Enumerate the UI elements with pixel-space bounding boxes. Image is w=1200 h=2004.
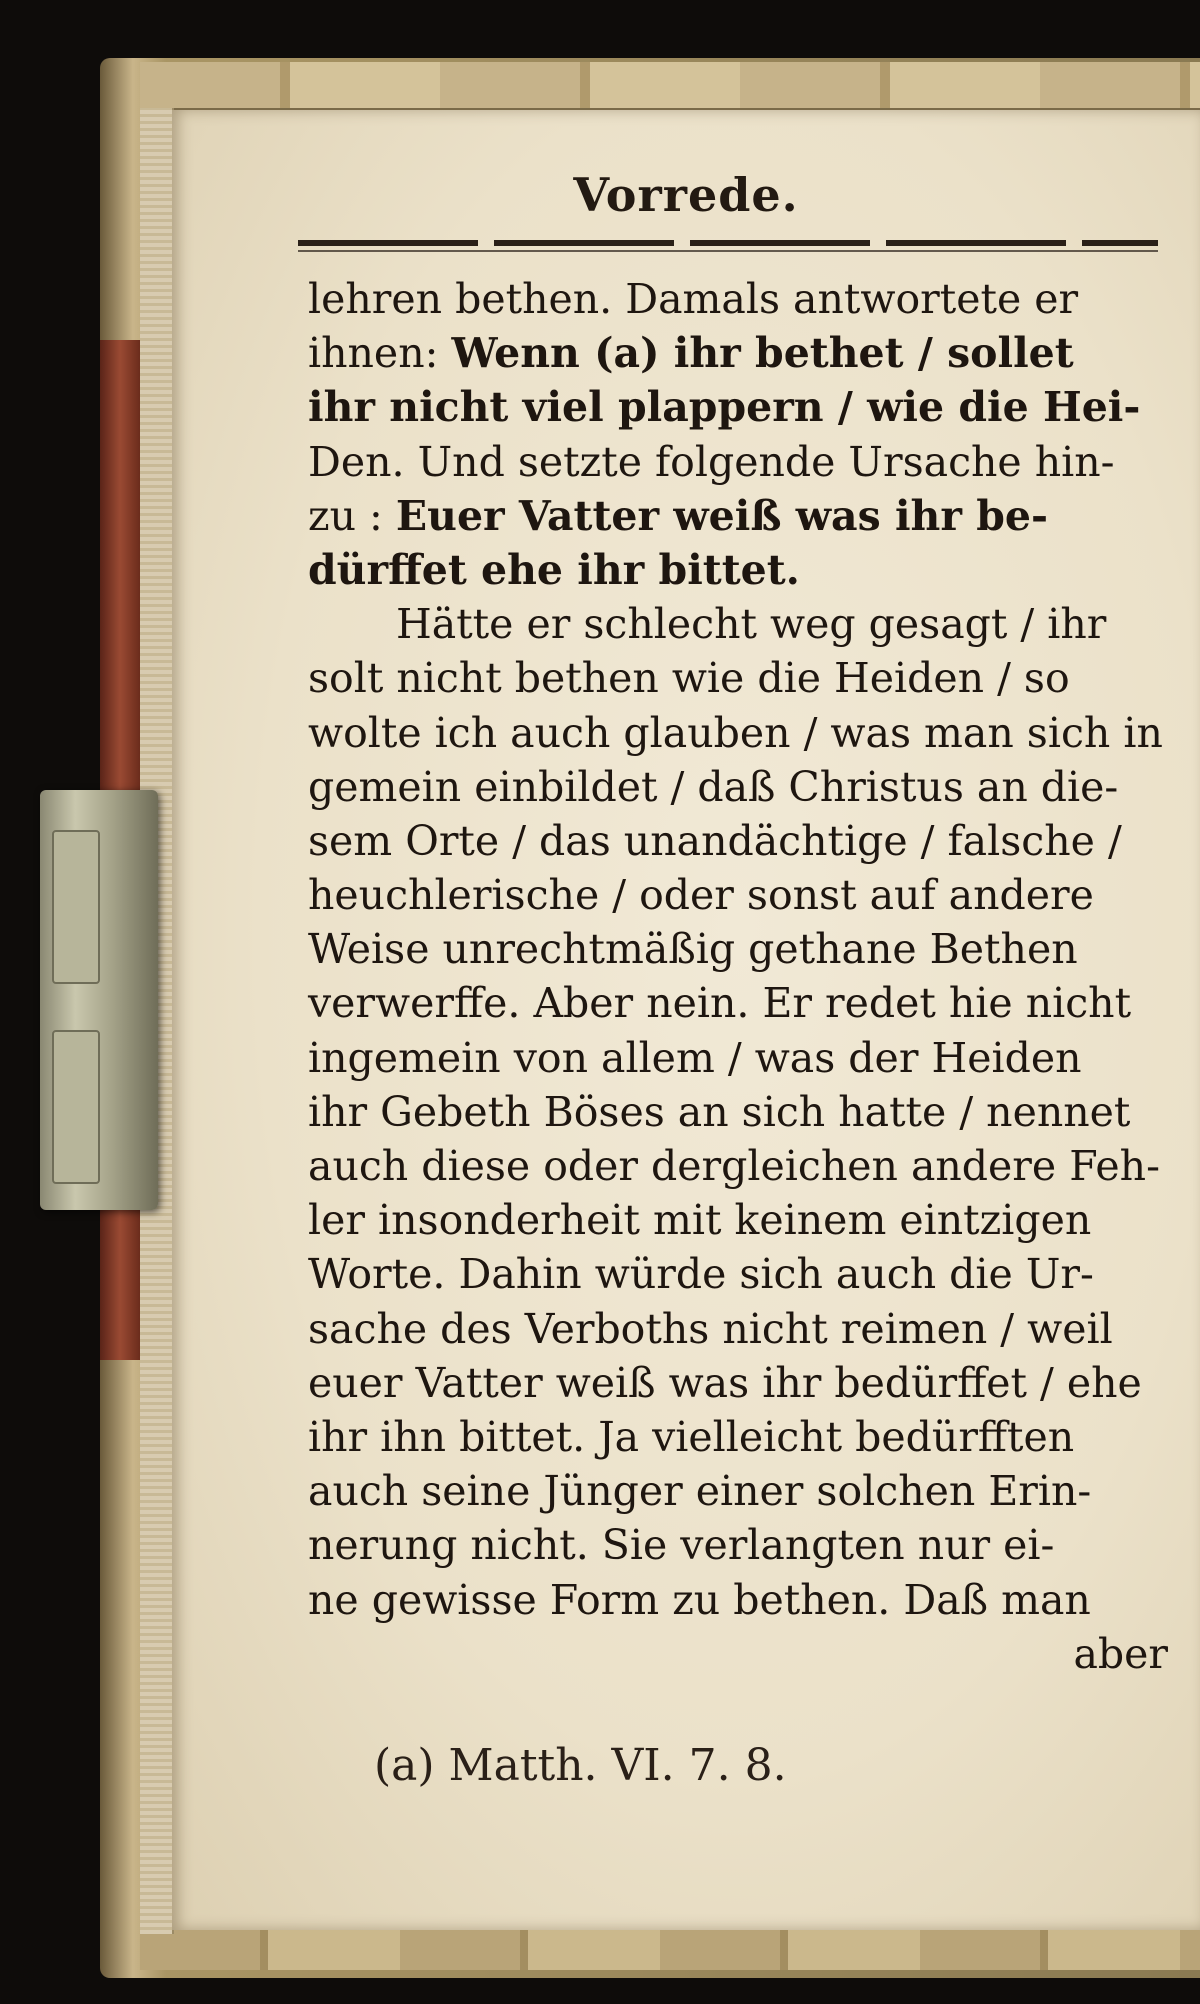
body-text: [308, 272, 1168, 1681]
running-header: Vorrede.: [573, 168, 799, 222]
text-line-emphasis: ihr nicht viel plappern / wie die Hei-: [308, 383, 1141, 432]
text-line-emphasis: dürffet ehe ihr bittet.: [308, 545, 800, 594]
clasp-hinge-lower: [52, 1030, 100, 1184]
text-line-plain: Hätte er schlecht weg gesagt / ihr: [396, 600, 1107, 649]
text-line: [308, 543, 1168, 597]
text-line-plain: nerung nicht. Sie verlangten nur ei-: [308, 1521, 1055, 1570]
text-line-plain: sem Orte / das unandächtige / falsche /: [308, 816, 1122, 865]
text-line: [308, 1356, 1168, 1410]
text-line: [308, 380, 1168, 434]
text-line: [308, 760, 1168, 814]
text-line: [308, 1464, 1168, 1518]
text-line-plain: lehren bethen. Damals antwortete er: [308, 275, 1079, 323]
metal-clasp: [40, 790, 158, 1210]
text-line-plain: ihr Gebeth Böses an sich hatte / nennet: [308, 1087, 1131, 1136]
text-line-plain: ihnen:: [308, 329, 452, 378]
text-line-plain: solt nicht bethen wie die Heiden / so: [308, 654, 1070, 703]
text-line-plain: verwerffe. Aber nein. Er redet hie nicht: [308, 979, 1132, 1028]
top-page-edges: [140, 62, 1200, 111]
text-line: [308, 868, 1168, 922]
text-line: [308, 435, 1168, 489]
text-line-plain: ingemein von allem / was der Heiden: [308, 1033, 1082, 1082]
header-rule: [298, 240, 1158, 246]
text-line-plain: auch diese oder dergleichen andere Feh-: [308, 1142, 1160, 1190]
text-line-plain: ler insonderheit mit keinem eintzigen: [308, 1196, 1092, 1245]
text-line: [308, 1573, 1168, 1627]
text-line-plain: heuchlerische / oder sonst auf andere: [308, 871, 1094, 920]
text-line-plain: Weise unrechtmäßig gethane Bethen: [308, 925, 1078, 974]
clasp-hinge-upper: [52, 830, 100, 984]
text-line: [308, 326, 1168, 380]
text-line: [308, 651, 1168, 705]
text-line: [308, 922, 1168, 976]
text-line-plain: Worte. Dahin würde sich auch die Ur-: [308, 1250, 1094, 1299]
text-line: [308, 1139, 1168, 1193]
text-line-emphasis: Wenn (a) ihr bethet / sollet: [451, 329, 1074, 378]
text-line: [308, 1085, 1168, 1139]
text-line-plain: gemein einbildet / daß Christus an die-: [308, 762, 1119, 811]
bottom-page-edges: [140, 1930, 1200, 1970]
text-line-plain: zu :: [308, 491, 396, 540]
text-line: [308, 1410, 1168, 1464]
text-line: [308, 706, 1168, 760]
text-line: [308, 1193, 1168, 1247]
text-line-emphasis: Euer Vatter weiß was ihr be-: [395, 491, 1048, 540]
text-line-plain: euer Vatter weiß was ihr bedürffet / ehe: [308, 1358, 1142, 1407]
text-line: [308, 976, 1168, 1030]
text-line-plain: ihr ihn bittet. Ja vielleicht bedürfften: [308, 1412, 1075, 1461]
text-line-plain: sache des Verboths nicht reimen / weil: [308, 1304, 1113, 1353]
text-line-plain: ne gewisse Form zu bethen. Daß man: [308, 1575, 1091, 1624]
text-line: [308, 272, 1168, 326]
text-line: [308, 814, 1168, 868]
text-line-plain: aber: [1073, 1629, 1168, 1678]
text-line: [308, 1302, 1168, 1356]
text-line: [308, 1247, 1168, 1301]
text-line: [308, 489, 1168, 543]
text-line-plain: Den. Und setzte folgende Ursache hin-: [308, 437, 1115, 486]
footnote: (a) Matth. VI. 7. 8.: [374, 1740, 787, 1791]
text-line: [308, 1627, 1168, 1681]
text-line-plain: auch seine Jünger einer solchen Erin-: [308, 1467, 1092, 1516]
text-line-plain: wolte ich auch glauben / was man sich in: [308, 708, 1163, 757]
header-rule-thin: [298, 250, 1158, 252]
text-line: [308, 1518, 1168, 1572]
text-line: [308, 1031, 1168, 1085]
text-line: [308, 597, 1168, 651]
